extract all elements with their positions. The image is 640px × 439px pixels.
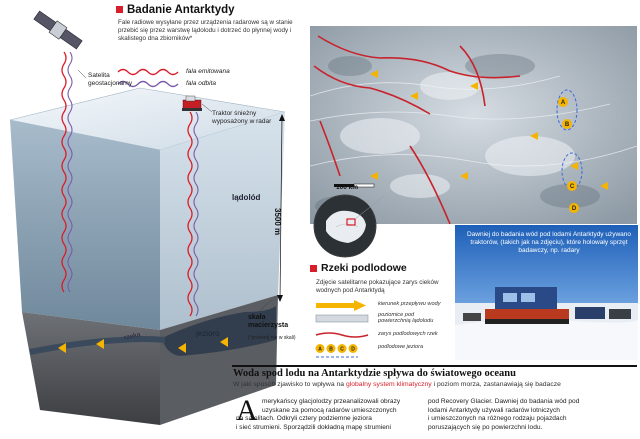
- article-column-2: pod Recovery Glacier. Dawniej do badania wód pod lodami Antarktydy używali radarów lotniczych i umieszczonych na różnego rodzaju pojazdach poruszających się po powierzchni lodu.: [428, 398, 580, 431]
- river-outline-icon: [314, 330, 372, 341]
- subglacial-water-level-icon: [314, 313, 372, 324]
- svg-text:D: D: [351, 346, 355, 353]
- svg-text:B: B: [329, 346, 333, 353]
- section-title-antarctica-research: Badanie Antarktydy: [116, 4, 235, 16]
- article-subhead: W jaki sposób zjawisko to wpływa na globalny system klimatyczny i poziom morza, zastanawiają się badacze: [233, 381, 561, 388]
- article-column-1: merykańscy glacjolodzy przeanalizowali obrazy uzyskane za pomocą radarów umieszczonych na satelitach. Odkryli cztery podziemne jeziora i sieć strumieni. Sporządzili dokładną mapę strumieni: [236, 398, 401, 431]
- lake-marker-c: C: [569, 184, 575, 191]
- scale-bar-label: 100 km: [336, 184, 359, 191]
- legend-item-contours: poziomice pod powierzchnią lądolodu: [314, 313, 454, 324]
- lake-marker-b: B: [564, 122, 570, 129]
- lake-marker-a: A: [560, 100, 566, 107]
- drop-cap: A: [236, 394, 258, 427]
- article-headline: Woda spod lodu na Antarktydzie spływa do światowego oceanu: [233, 368, 516, 379]
- legend-item-rivers: zarys podlodowych rzek: [314, 330, 454, 341]
- tractor-photo: [455, 225, 638, 360]
- lake-label: jezioro: [196, 329, 220, 338]
- legend-item-flow: kierunek przepływu wody: [314, 300, 454, 311]
- depth-label: 3500 m: [273, 208, 282, 236]
- legend-emitted-label: fala emitowana: [186, 68, 230, 75]
- river-label: rzeka: [123, 331, 142, 342]
- satellite-icon: [33, 9, 84, 50]
- red-square-icon: [310, 265, 317, 272]
- antarctica-globe-icon: [306, 191, 384, 261]
- lake-marker-d: D: [571, 206, 577, 213]
- bedrock-label: skała macierzysta: [248, 314, 289, 329]
- section-description: Fale radiowe wysyłane przez urządzenia radarowe są w stanie przebić się przez warstwę lądolodu i dotrzeć do płynnej wody i skalistego dna zbiorników*: [118, 19, 293, 43]
- satellite-label: Satelita geostacjonarny: [88, 72, 133, 87]
- ice-front-face: [10, 120, 160, 330]
- lake-dashed-outline-icon: [314, 354, 372, 360]
- legend-item-lakes: A B C D podlodowe jeziora: [314, 343, 454, 354]
- scale-footnote: (*przekrój nie w skali): [248, 335, 296, 341]
- climate-system-link[interactable]: globalny system klimatyczny: [345, 381, 432, 388]
- bedrock-front: [22, 312, 160, 425]
- legend-reflected-label: fala odbita: [186, 80, 216, 87]
- tractor-label: Traktor śnieżny wyposażony w radar: [212, 110, 272, 125]
- article-top-rule: [232, 365, 637, 367]
- svg-text:A: A: [318, 346, 322, 353]
- section-description: Zdjęcie satelitarne pokazujące zarys cieków wodnych pod Antarktydą: [316, 279, 439, 294]
- section-title-subglacial-rivers: Rzeki podlodowe: [310, 262, 407, 274]
- water-flow-arrow-icon: [314, 300, 372, 311]
- ice-sheet-label: lądolód: [232, 193, 261, 202]
- subglacial-lakes-icon: [314, 343, 372, 354]
- svg-text:C: C: [340, 346, 344, 353]
- ice-side-face: [160, 112, 285, 330]
- photo-caption: Dawniej do badania wód pod lodami Antarktydy używano traktorów, (takich jak na zdjęciu), które holowały sprzęt badawczy, np. radary: [466, 231, 632, 254]
- red-square-icon: [116, 6, 123, 13]
